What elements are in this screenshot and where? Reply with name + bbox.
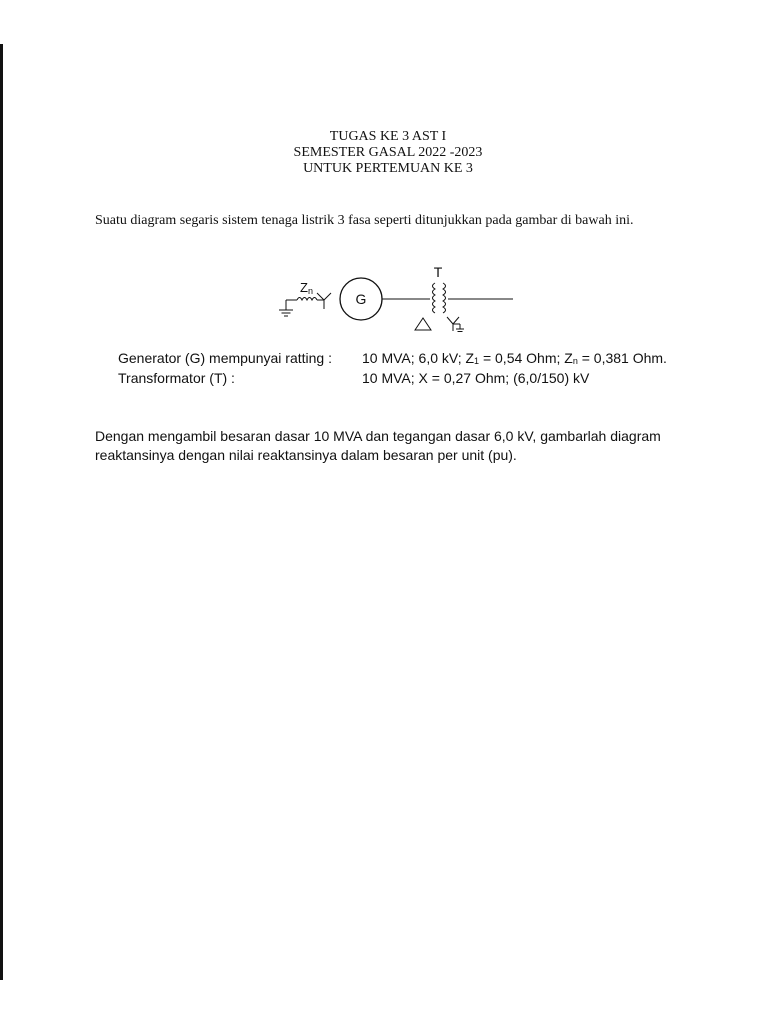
generator-wye-icon: [317, 293, 331, 309]
transformer-rating-value: 10 MVA; X = 0,27 Ohm; (6,0/150) kV: [362, 370, 590, 386]
generator-rating-value: 10 MVA; 6,0 kV; $Z_1 = 0,54$ Ohm; $Z_n = 0,381$ Ohm.: [362, 350, 667, 366]
transformer-rating-label: Transformator (T) :: [118, 370, 235, 386]
ground-icon: [279, 300, 297, 316]
intro-paragraph: [95, 210, 683, 231]
neutral-impedance-coil: [297, 298, 317, 301]
transformer-label: T: [433, 264, 443, 280]
intro-text: Suatu diagram segaris sistem tenaga listrik 3 fasa seperti ditunjukkan pada gambar di bawah ini.: [95, 213, 634, 228]
transformer-icon: [433, 283, 446, 313]
header-meeting: UNTUK PERTEMUAN KE 3: [303, 161, 473, 176]
delta-connection-icon: [415, 318, 431, 330]
question-text: Dengan mengambil besaran dasar 10 MVA dan tegangan dasar 6,0 kV, gambarlah diagram reaktansinya dengan nilai reaktansinya dalam besaran per unit (pu).: [95, 428, 661, 463]
header-title: TUGAS KE 3 AST I: [329, 129, 447, 144]
impedance-label: Zn: [300, 280, 313, 296]
generator-rating-label: Generator (G) mempunyai ratting :: [118, 350, 332, 366]
single-line-diagram: [270, 262, 520, 337]
generator-rating-row: [118, 349, 678, 368]
question-paragraph: [95, 427, 695, 465]
header-semester: SEMESTER GASAL 2022 -2023: [293, 145, 483, 160]
transformer-rating-row: [118, 369, 678, 388]
document-header: [0, 129, 768, 177]
generator-label: G: [355, 291, 367, 307]
ratings-block: [118, 349, 678, 388]
page-left-edge: [0, 44, 3, 980]
grounded-wye-icon: [447, 317, 464, 332]
